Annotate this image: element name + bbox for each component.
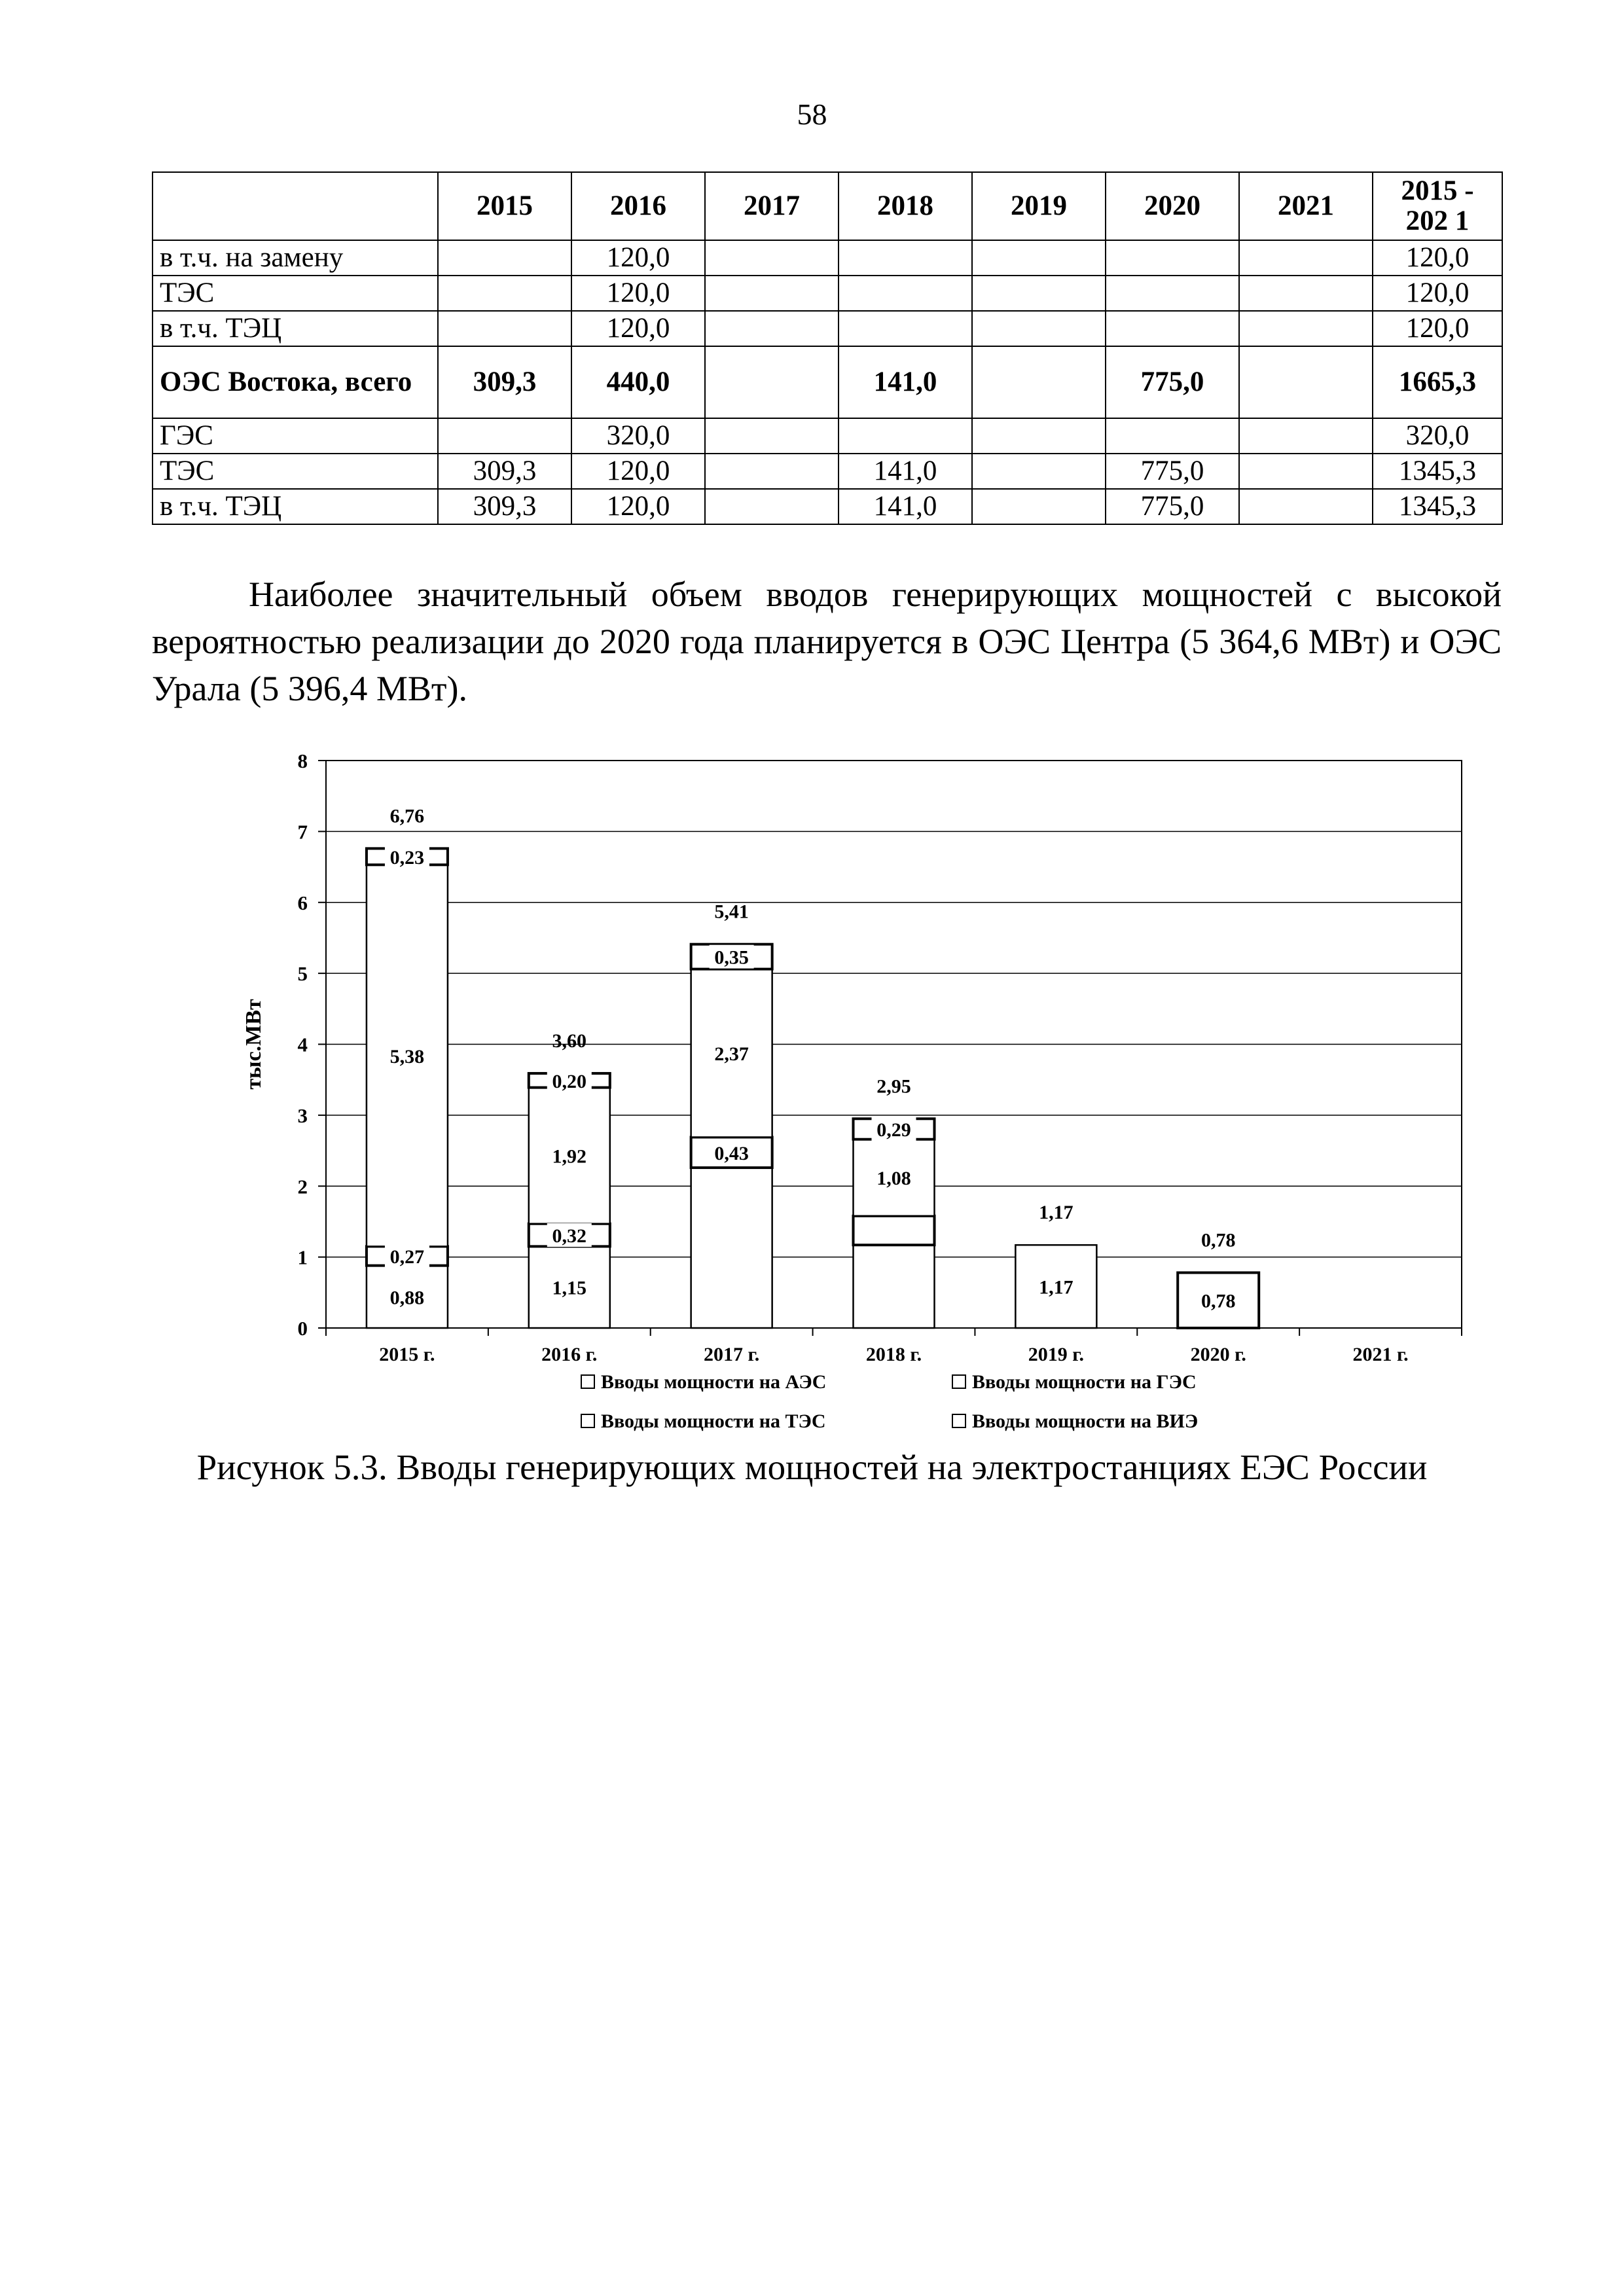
- table-cell: [839, 240, 972, 276]
- data-label: 0,43: [714, 1142, 749, 1164]
- table-cell: [438, 311, 571, 346]
- legend-swatch: [952, 1375, 965, 1388]
- x-tick-label: 2020 г.: [1190, 1344, 1246, 1365]
- data-label: 0,78: [1200, 1290, 1236, 1312]
- table-cell: 309,3: [438, 454, 571, 489]
- y-tick-label: 3: [297, 1103, 308, 1127]
- row-label: в т.ч. на замену: [153, 240, 438, 276]
- table-cell: [705, 489, 839, 524]
- table-cell: 120,0: [1373, 276, 1502, 311]
- table-cell: [705, 454, 839, 489]
- x-tick-label: 2016 г.: [541, 1344, 598, 1365]
- table-cell: 320,0: [571, 418, 705, 454]
- table-cell: 775,0: [1106, 489, 1239, 524]
- row-label: в т.ч. ТЭЦ: [153, 311, 438, 346]
- data-label: 0,29: [876, 1119, 911, 1141]
- row-label: ГЭС: [153, 418, 438, 454]
- data-label: 0,88: [389, 1287, 425, 1309]
- bar-segment-aes: [854, 1245, 935, 1328]
- table-cell: [438, 240, 571, 276]
- table-cell: 120,0: [1373, 240, 1502, 276]
- data-label: 5,38: [389, 1045, 425, 1067]
- table-row: [153, 489, 1502, 524]
- page-number: 58: [797, 98, 827, 131]
- y-tick-label: 4: [297, 1033, 308, 1056]
- legend-item: Вводы мощности на ВИЭ: [972, 1410, 1199, 1432]
- table-cell: 775,0: [1106, 454, 1239, 489]
- total-label: 3,60: [552, 1030, 587, 1052]
- row-label: в т.ч. ТЭЦ: [153, 489, 438, 524]
- table-cell: [438, 418, 571, 454]
- table-header-cell: 2015: [438, 172, 571, 240]
- legend-item: Вводы мощности на ГЭС: [972, 1371, 1197, 1393]
- paragraph-text: Наиболее значительный объем вводов генерирующих мощностей с высокой вероятностью реализации до 2020 года планируется в ОЭС Центра (5 364,6 МВт) и ОЭС Урала (5 396,4 МВт).: [152, 575, 1502, 708]
- table-header-cell: 2021: [1239, 172, 1373, 240]
- data-label: 1,08: [876, 1168, 911, 1190]
- y-tick-label: 1: [297, 1246, 308, 1269]
- figure-caption: Рисунок 5.3. Вводы генерирующих мощностей на электростанциях ЕЭС России: [196, 1447, 1428, 1487]
- y-axis-label: тыс.МВт: [242, 999, 266, 1090]
- table-row: [153, 311, 1502, 346]
- body-paragraph: [152, 571, 1502, 712]
- data-label: 0,32: [552, 1225, 587, 1247]
- table-cell: 320,0: [1373, 418, 1502, 454]
- table-row: [153, 240, 1502, 276]
- table-cell: [1239, 489, 1373, 524]
- table-cell: [705, 311, 839, 346]
- bar-segment-ges: [854, 1216, 935, 1245]
- capacity-chart: [223, 733, 1466, 1440]
- table-cell: [972, 276, 1106, 311]
- data-label: 2,37: [714, 1043, 749, 1066]
- table-cell: [705, 276, 839, 311]
- table-cell: [1106, 418, 1239, 454]
- table-cell: 141,0: [839, 346, 972, 418]
- row-label: ОЭС Востока, всего: [153, 346, 438, 418]
- table-cell: [972, 240, 1106, 276]
- table-cell: 120,0: [571, 454, 705, 489]
- total-label: 1,17: [1039, 1202, 1074, 1224]
- table-cell: [1239, 240, 1373, 276]
- legend-swatch: [581, 1414, 594, 1427]
- table-row: [153, 418, 1502, 454]
- table-cell: [839, 276, 972, 311]
- total-label: 0,78: [1200, 1229, 1236, 1251]
- data-label: 0,23: [389, 846, 425, 869]
- y-tick-label: 8: [297, 749, 308, 772]
- table-cell: 1345,3: [1373, 489, 1502, 524]
- table-cell: [972, 346, 1106, 418]
- table-cell: 120,0: [571, 276, 705, 311]
- x-tick-label: 2015 г.: [379, 1344, 435, 1365]
- y-tick-label: 0: [297, 1317, 308, 1340]
- row-label: ТЭС: [153, 454, 438, 489]
- capacity-table: [152, 171, 1503, 525]
- table-cell: [705, 418, 839, 454]
- table-header-cell: 2016: [571, 172, 705, 240]
- table-header-cell: 2019: [972, 172, 1106, 240]
- y-tick-label: 7: [297, 820, 308, 844]
- table-row: [153, 276, 1502, 311]
- x-tick-label: 2019 г.: [1028, 1344, 1084, 1365]
- table-cell: [705, 240, 839, 276]
- data-label: 1,17: [1039, 1276, 1074, 1299]
- table-cell: 440,0: [571, 346, 705, 418]
- table-cell: [1106, 240, 1239, 276]
- row-label: ТЭС: [153, 276, 438, 311]
- table-row-total: [153, 346, 1502, 418]
- table-cell: [1239, 454, 1373, 489]
- table-cell: [972, 311, 1106, 346]
- total-label: 2,95: [876, 1075, 911, 1098]
- legend-swatch: [952, 1414, 965, 1427]
- table-header-cell: 2018: [839, 172, 972, 240]
- data-label: 0,20: [552, 1070, 587, 1092]
- table-cell: 309,3: [438, 489, 571, 524]
- table-header-cell: 2017: [705, 172, 839, 240]
- table-cell: [1239, 346, 1373, 418]
- table-cell: 120,0: [1373, 311, 1502, 346]
- table-cell: [839, 311, 972, 346]
- x-tick-label: 2018 г.: [865, 1344, 922, 1365]
- table-row: [153, 454, 1502, 489]
- table-cell: [1106, 311, 1239, 346]
- legend-swatch: [581, 1375, 594, 1388]
- table-cell: [1239, 276, 1373, 311]
- table-header-cell: 2020: [1106, 172, 1239, 240]
- data-label: 0,27: [389, 1246, 425, 1268]
- y-tick-label: 6: [297, 891, 308, 914]
- table-cell: 775,0: [1106, 346, 1239, 418]
- bar-segment-aes: [691, 1168, 772, 1328]
- table-cell: 141,0: [839, 454, 972, 489]
- y-tick-label: 2: [297, 1175, 308, 1198]
- table-cell: 1345,3: [1373, 454, 1502, 489]
- table-cell: 309,3: [438, 346, 571, 418]
- table-cell: [1239, 311, 1373, 346]
- total-label: 5,41: [714, 901, 749, 923]
- x-tick-label: 2017 г.: [704, 1344, 760, 1365]
- legend-item: Вводы мощности на ТЭС: [601, 1410, 826, 1432]
- table-header-cell: [153, 172, 438, 240]
- total-label: 6,76: [389, 805, 425, 827]
- table-cell: 1665,3: [1373, 346, 1502, 418]
- table-header-row: [153, 172, 1502, 240]
- table-cell: [1106, 276, 1239, 311]
- table-cell: [438, 276, 571, 311]
- legend-item: Вводы мощности на АЭС: [601, 1371, 827, 1393]
- table-cell: [705, 346, 839, 418]
- table-cell: [972, 454, 1106, 489]
- table-cell: 120,0: [571, 240, 705, 276]
- table-cell: [972, 489, 1106, 524]
- table-cell: 120,0: [571, 489, 705, 524]
- table-cell: 120,0: [571, 311, 705, 346]
- y-tick-label: 5: [297, 962, 308, 986]
- data-label: 0,35: [714, 946, 749, 969]
- data-label: 1,92: [552, 1145, 587, 1168]
- table-cell: 141,0: [839, 489, 972, 524]
- data-label: 1,15: [552, 1277, 587, 1299]
- table-header-cell: 2015 - 202 1: [1373, 172, 1502, 240]
- table-cell: [1239, 418, 1373, 454]
- table-cell: [839, 418, 972, 454]
- table-cell: [972, 418, 1106, 454]
- x-tick-label: 2021 г.: [1352, 1344, 1409, 1365]
